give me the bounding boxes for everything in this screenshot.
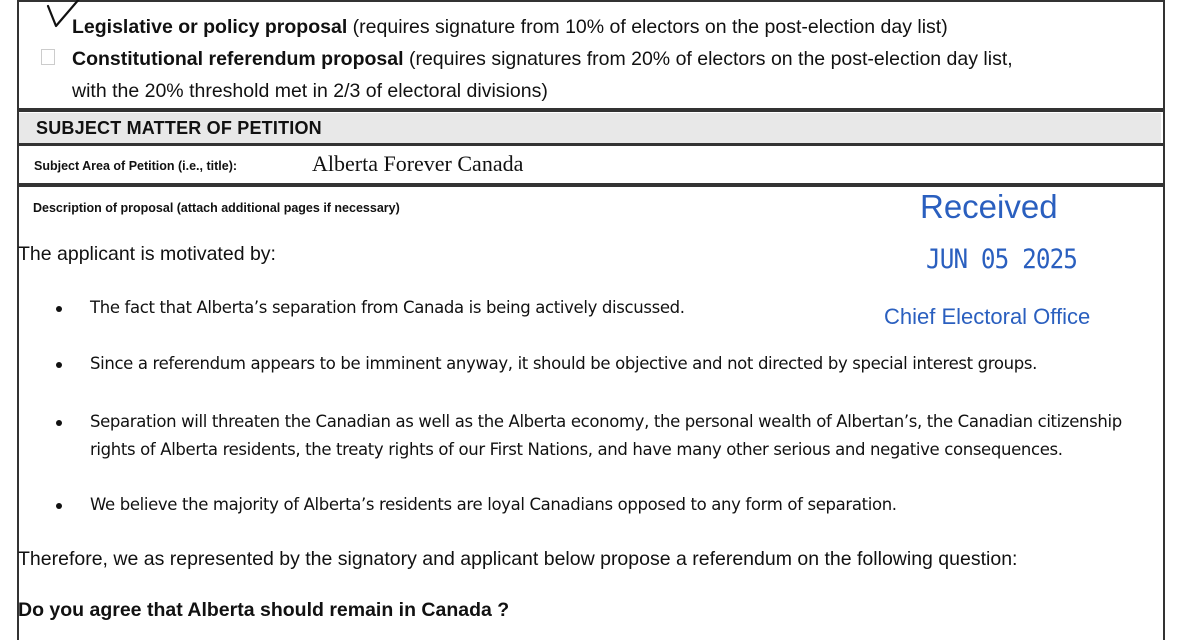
- constitutional-checkbox[interactable]: [41, 49, 55, 65]
- stamp-received: Received: [920, 188, 1058, 225]
- intro-text: The applicant is motivated by:: [18, 243, 276, 265]
- subject-value[interactable]: Alberta Forever Canada: [312, 151, 524, 176]
- option-legislative-title: Legislative or policy proposal: [72, 16, 348, 38]
- bullet-dot: [56, 503, 62, 509]
- referendum-question: Do you agree that Alberta should remain in Canada ?: [18, 599, 510, 621]
- bullet-item: We believe the majority of Alberta’s residents are loyal Canadians opposed to any form of separation.: [90, 495, 897, 514]
- options-divider: [17, 108, 1163, 112]
- option-legislative-detail: (requires signature from 10% of electors on the post-election day list): [352, 16, 948, 38]
- bullet-item: Separation will threaten the Canadian as well as the Alberta economy, the personal wealth of Albertan’s, the Canadian citizenship: [90, 412, 1122, 431]
- section-title: SUBJECT MATTER OF PETITION: [36, 118, 322, 138]
- bullet-item: Since a referendum appears to be imminent anyway, it should be objective and not directed by special interest groups.: [90, 354, 1037, 373]
- description-label: Description of proposal (attach additional pages if necessary): [33, 201, 400, 215]
- bullet-dot: [56, 420, 62, 426]
- subject-label: Subject Area of Petition (i.e., title):: [34, 159, 238, 173]
- top-border: [17, 0, 1163, 2]
- subject-divider: [17, 183, 1163, 187]
- stamp-office: Chief Electoral Office: [884, 304, 1091, 329]
- section-title-divider: [17, 143, 1163, 146]
- stamp-date: JUN 05 2025: [926, 244, 1078, 275]
- bullet-item: The fact that Alberta’s separation from Canada is being actively discussed.: [90, 298, 685, 317]
- bullet-dot: [56, 306, 62, 312]
- option-constitutional-detail: (requires signatures from 20% of electors on the post-election day list,: [408, 48, 1013, 70]
- bullet-item-cont: rights of Alberta residents, the treaty rights of our First Nations, and have many other serious and negative consequences.: [90, 440, 1063, 459]
- option-legislative[interactable]: [72, 15, 948, 39]
- option-constitutional-title: Constitutional referendum proposal: [72, 48, 404, 70]
- option-constitutional-detail-cont: with the 20% threshold met in 2/3 of electoral divisions): [72, 80, 548, 102]
- option-constitutional[interactable]: [72, 47, 1013, 71]
- bullet-dot: [56, 362, 62, 368]
- therefore-text: Therefore, we as represented by the signatory and applicant below propose a referendum on the following question:: [18, 548, 1018, 570]
